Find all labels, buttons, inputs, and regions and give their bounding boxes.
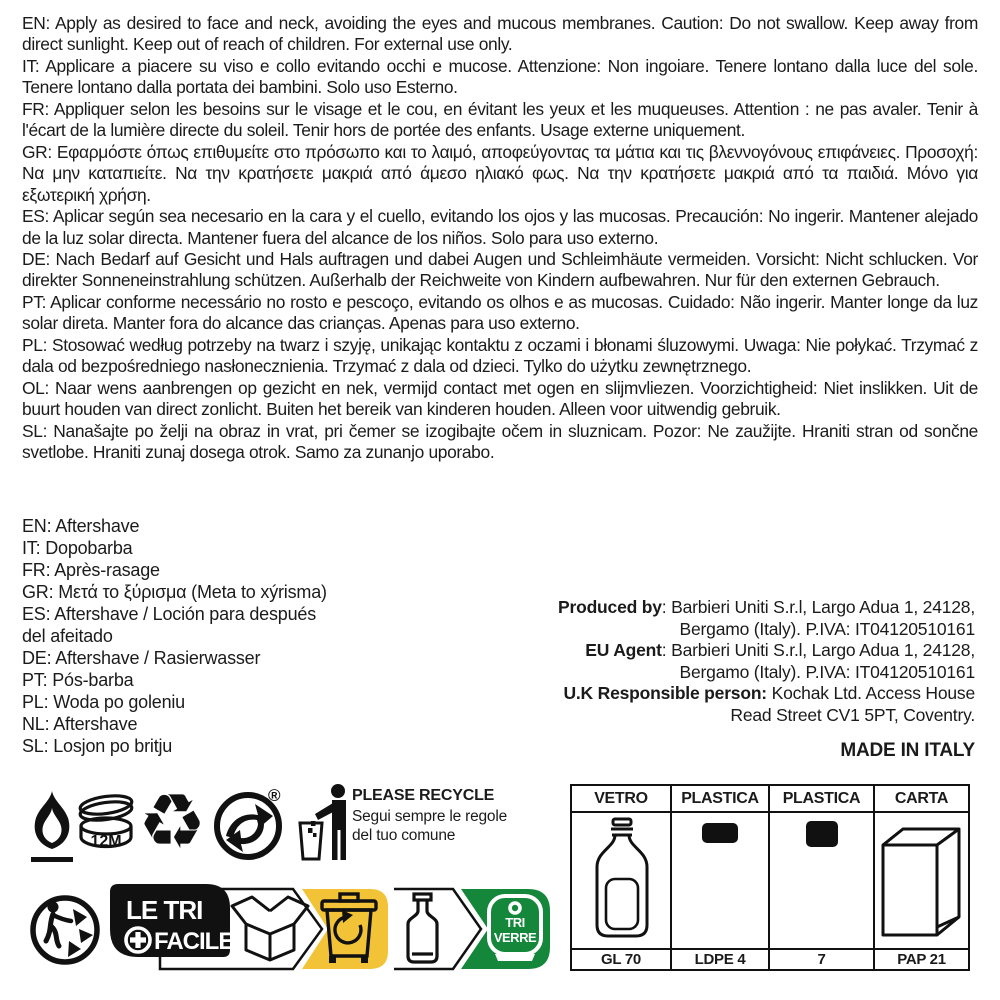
table-code-ldpe: LDPE 4 [672, 948, 770, 969]
tidy-man-icon [298, 783, 356, 863]
name-sl: SL: Losjon po britju [22, 736, 173, 756]
eu-agent-text: : Barbieri Uniti S.r.l, Largo Adua 1, 24128, Bergamo (Italy). P.IVA: IT04120510161 [661, 640, 975, 682]
table-code-paper: PAP 21 [875, 948, 968, 969]
eu-agent-label: EU Agent [585, 640, 662, 661]
warning-sl: SL: Nanašajte po želji na obraz in vrat, pri čemer se izogibajte očem in sluznicam. Pozor: Ne zaužijte. Hraniti stran od sončne svetlobe. Hraniti zunaj dosega otrok. Samo za zunanjo uporabo. [22, 420, 978, 463]
warning-nl: OL: Naar wens aanbrengen op gezicht en nek, vermijd contact met ogen en slijmvliezen. Voorzichtigheid: Niet inslikken. Uit de buurt houden van direct zonlicht. Buiten het bereik van kinderen houden. Alleen voor uitwendig gebruik. [22, 377, 978, 420]
uk-responsible-label: U.K Responsible person: [563, 683, 767, 704]
registered-trademark-symbol: ® [268, 786, 281, 805]
table-code-other: 7 [770, 948, 875, 969]
producer-block [545, 597, 975, 727]
tri-verre-line1: TRI [505, 915, 525, 930]
glass-bottle-icon [588, 817, 654, 945]
table-cell-glass [572, 813, 672, 948]
triman-icon [28, 884, 102, 972]
table-header-plastica1: PLASTICA [672, 786, 770, 813]
name-es: ES: Aftershave / Loción para después del afeitado [22, 604, 316, 646]
eu-agent-line [545, 640, 975, 683]
name-fr: FR: Après-rasage [22, 560, 160, 580]
warning-de: DE: Nach Bedarf auf Gesicht und Hals auftragen und dabei Augen und Schleimhäute vermeiden. Vorsicht: Nicht schlucken. Vor direkter Sonneneinstrahlung schützen. Außerhalb der Reichweite von Kindern aufbewahren. Nur für den externen Gebrauch. [22, 248, 978, 291]
badge-line1: LE TRI [126, 895, 203, 925]
name-en: EN: Aftershave [22, 516, 140, 536]
warning-es: ES: Aplicar según sea necesario en la cara y el cuello, evitando los ojos y las mucosas. Precaución: No ingerir. Mantener alejado de la luz solar directa. Mantener fuera del alcance de los niños. Solo para uso externo. [22, 206, 978, 248]
flammable-icon [29, 791, 75, 865]
table-code-glass: GL 70 [572, 948, 672, 969]
table-header-vetro: VETRO [572, 786, 672, 813]
name-gr: GR: Μετά το ξύρισμα (Meta to xýrisma) [22, 582, 327, 602]
name-nl: NL: Aftershave [22, 714, 138, 734]
produced-by-line [545, 597, 975, 640]
table-cell-plastic-cap2 [770, 813, 875, 948]
name-pl: PL: Woda po goleniu [22, 692, 185, 712]
table-header-plastica2: PLASTICA [770, 786, 875, 813]
table-cell-plastic-cap1 [672, 813, 770, 948]
please-recycle-line2: del tuo comune [352, 827, 456, 844]
warning-gr: GR: Εφαρμόστε όπως επιθυμείτε στο πρόσωπο και το λαιμό, αποφεύγοντας τα μάτια και τις βλεννογόνους επιφάνειες. Προσοχή: Να μην καταπιείτε. Να την κρατήσετε μακριά από άμεσο ηλιακό φως. Να την κρατήσετε μακριά από τα παιδιά. Μόνο για εξωτερική χρήση. [22, 141, 978, 205]
packaging-table [570, 784, 970, 971]
warning-pt: PT: Aplicar conforme necessário no rosto e pescoço, evitando os olhos e as mucosas. Cuidado: Não ingerir. Manter longe da luz solar direta. Manter fora do alcance das crianças. Apenas para uso externo. [22, 291, 978, 334]
made-in-italy: MADE IN ITALY [840, 740, 975, 761]
name-it: IT: Dopobarba [22, 538, 133, 558]
warnings-block [22, 13, 978, 464]
plastic-cap-icon [805, 820, 839, 852]
pao-duration-label: 12M [90, 833, 122, 850]
product-names-block [22, 515, 344, 757]
badge-line2: FACILE [154, 928, 234, 955]
please-recycle-note [352, 786, 507, 845]
warning-en: EN: Apply as desired to face and neck, avoiding the eyes and mucous membranes. Caution: Do not swallow. Keep away from direct sunlight. Keep out of reach of children. For external use only. [22, 13, 978, 55]
tri-verre-line2: VERRE [493, 930, 537, 945]
uk-responsible-line [545, 683, 975, 726]
sorting-banner [100, 882, 552, 974]
name-de: DE: Aftershave / Rasierwasser [22, 648, 261, 668]
carton-box-icon [878, 819, 966, 941]
warning-it: IT: Applicare a piacere su viso e collo evitando occhi e mucose. Attenzione: Non ingoiare. Tenere lontano dalla luce del sole. Tenere lontano dalla portata dei bambini. Solo uso Esterno. [22, 55, 978, 98]
table-cell-carton [875, 813, 968, 948]
warning-pl: PL: Stosować według potrzeby na twarz i szyję, unikając kontaktu z oczami i błonami śluzowymi. Uwaga: Nie połykać. Trzymać z dala od bezpośredniego nasłonecznienia. Trzymać z dala od dzieci. Tylko do użytku zewnętrznego. [22, 334, 978, 377]
recycling-mobius-icon: ♻ [138, 777, 207, 866]
produced-by-label: Produced by [558, 597, 662, 617]
produced-by-text: : Barbieri Uniti S.r.l, Largo Adua 1, 24128, Bergamo (Italy). P.IVA: IT04120510161 [661, 597, 975, 639]
name-pt: PT: Pós-barba [22, 670, 134, 690]
warning-fr: FR: Appliquer selon les besoins sur le visage et le cou, en évitant les yeux et les muqueuses. Attention : ne pas avaler. Tenir à l'écart de la lumière directe du soleil. Tenir hors de portée des enfants. Usage externe uniquement. [22, 98, 978, 141]
please-recycle-title: PLEASE RECYCLE [352, 787, 495, 804]
le-tri-facile-badge [110, 884, 234, 957]
plastic-cap-icon [701, 821, 739, 851]
period-after-opening-icon [77, 794, 135, 852]
please-recycle-line1: Segui sempre le regole [352, 808, 507, 825]
uk-responsible-text: Kochak Ltd. Access House Read Street CV1 5PT, Coventry. [730, 683, 975, 725]
table-header-carta: CARTA [875, 786, 968, 813]
